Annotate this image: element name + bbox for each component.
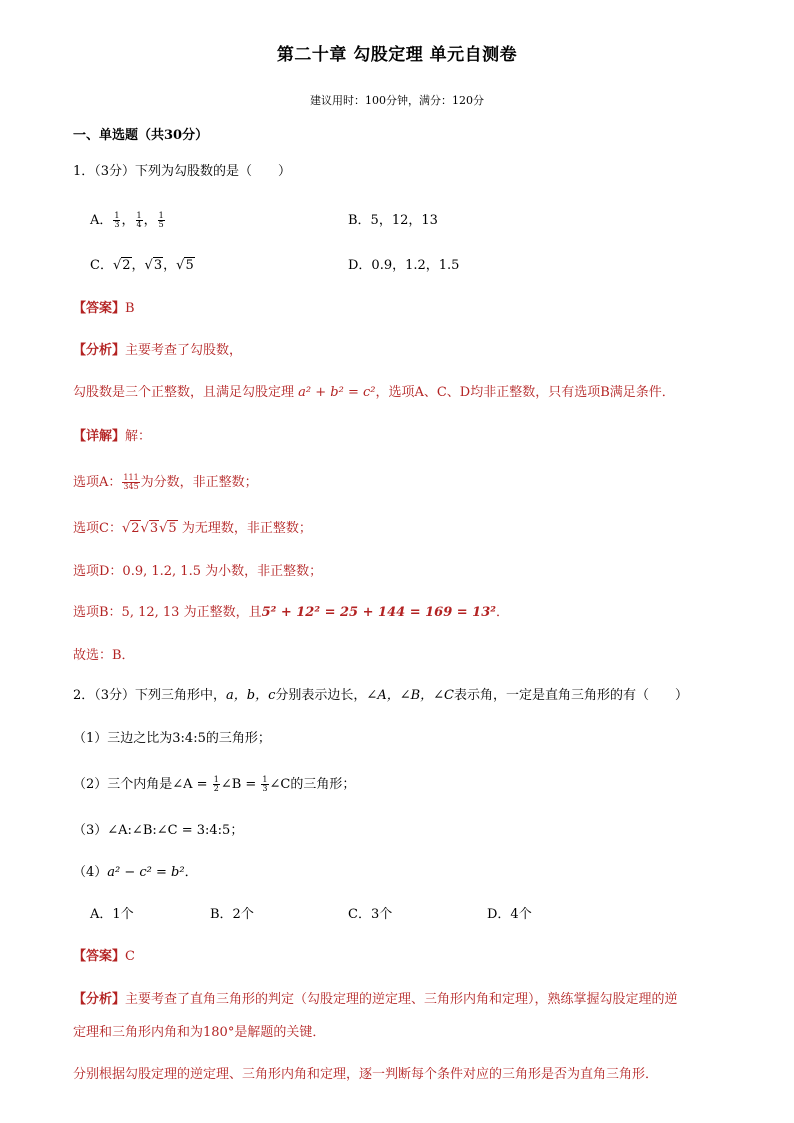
q1-answer-tag: 【答案】 bbox=[73, 301, 126, 316]
q1-item-c-sqrt5: √5 bbox=[159, 521, 177, 536]
q1-option-a-frac3: $\frac{1}{5}$ bbox=[158, 211, 164, 229]
q1-conclusion: 故选：B． bbox=[73, 648, 135, 663]
q1-option-a-frac2: $\frac{1}{4}$ bbox=[136, 211, 142, 229]
q2-option-c: C．3个 bbox=[348, 907, 393, 922]
q1-option-a: A． $\frac{1}{3}$ ， $\frac{1}{4}$ ， $\frac{1}{5}$ bbox=[90, 211, 164, 229]
q1-item-c-sqrt2: √2 bbox=[121, 521, 140, 536]
q1-option-c-label: C． bbox=[90, 258, 113, 273]
q1-option-a-label: A． bbox=[90, 213, 113, 228]
q1-detail bbox=[73, 428, 151, 446]
q2-answer-value: C bbox=[125, 949, 135, 964]
q2-condition-4-formula: a² − c² = b² bbox=[107, 865, 185, 880]
q2-analysis-line3: 分别根据勾股定理的逆定理、三角形内角和定理，逐一判断每个条件对应的三角形是否为直角三角形． bbox=[73, 1067, 659, 1082]
q1-option-b: B．5，12，13 bbox=[348, 213, 438, 228]
section-heading: 一、单选题（共30分） bbox=[73, 128, 209, 143]
q1-item-a-frac: $\frac{111}{345}$ bbox=[123, 473, 139, 491]
q1-answer-value: B bbox=[125, 301, 135, 316]
q2-analysis-tag: 【分析】 bbox=[73, 992, 126, 1007]
q2-answer bbox=[73, 948, 135, 966]
q1-option-c-sqrt3: √3 bbox=[144, 258, 163, 273]
q2-analysis-line2: 定理和三角形内角和为180°是解题的关键． bbox=[73, 1025, 326, 1040]
q2-stem-vars: a，b，c bbox=[226, 688, 276, 703]
q2-stem-angles: ∠A，∠B，∠C bbox=[366, 688, 454, 703]
q1-analysis-text: 主要考查了勾股数， bbox=[125, 343, 243, 358]
q2-condition-2: （2）三个内角是∠A = $\frac{1}{2}$ ∠B = $\frac{1}{3}$ ∠C的三角形； bbox=[73, 775, 356, 793]
q1-analysis bbox=[73, 342, 242, 360]
q1-detail-text: 解： bbox=[125, 429, 152, 444]
q1-answer bbox=[73, 300, 135, 318]
q2-option-a: A．1个 bbox=[90, 907, 134, 922]
q2-answer-tag: 【答案】 bbox=[73, 949, 126, 964]
q2-condition-2-frac2: $\frac{1}{3}$ bbox=[262, 775, 268, 793]
q1-option-d: D．0.9，1.2，1.5 bbox=[348, 258, 460, 273]
q1-option-c-sqrt2: √2 bbox=[112, 258, 131, 273]
q1-option-a-frac1: $\frac{1}{3}$ bbox=[114, 211, 120, 229]
q1-item-b-formula: 5² + 12² = 25 + 144 = 169 = 13² bbox=[261, 605, 496, 620]
q1-analysis-tag: 【分析】 bbox=[73, 343, 126, 358]
page-subtitle: 建议用时：100分钟，满分：120分 bbox=[310, 94, 484, 107]
q1-option-c: C．√2，√3，√5 bbox=[90, 258, 194, 273]
q1-stem: 1．（3分）下列为勾股数的是（ ） bbox=[73, 164, 292, 179]
q1-item-c-sqrt3: √3 bbox=[140, 521, 159, 536]
q2-option-d: D．4个 bbox=[487, 907, 532, 922]
q2-option-b: B．2个 bbox=[210, 907, 254, 922]
q1-pythagorean-formula: a² + b² = c² bbox=[298, 385, 376, 400]
q2-condition-2-frac1: $\frac{1}{2}$ bbox=[213, 775, 219, 793]
q2-condition-4: （4）a² − c² = b²． bbox=[73, 865, 198, 880]
q1-item-b: 选项B：5, 12, 13 为正整数，且5² + 12² = 25 + 144 = 169 = 13²． bbox=[73, 605, 509, 620]
q2-analysis-line1: 主要考查了直角三角形的判定（勾股定理的逆定理、三角形内角和定理），熟练掌握勾股定理的逆 bbox=[125, 992, 678, 1007]
q2-condition-1: （1）三边之比为3:4:5的三角形； bbox=[73, 731, 271, 746]
q1-item-a: 选项A： $\frac{111}{345}$ 为分数，非正整数； bbox=[73, 473, 258, 491]
page-title: 第二十章 勾股定理 单元自测卷 bbox=[276, 45, 518, 65]
q1-detail-tag: 【详解】 bbox=[73, 429, 126, 444]
q1-analysis-line2: 勾股数是三个正整数，且满足勾股定理 a² + b² = c²，选项A、C、D均非正整数，只有选项B满足条件． bbox=[73, 385, 675, 400]
q2-analysis bbox=[73, 991, 678, 1009]
q1-item-c: 选项C：√2√3√5 为无理数，非正整数； bbox=[73, 521, 312, 536]
q2-stem: 2．（3分）下列三角形中，a，b，c分别表示边长，∠A，∠B，∠C表示角，一定是直角三角形的有（ ） bbox=[73, 688, 689, 703]
q1-item-d: 选项D：0.9, 1.2, 1.5 为小数，非正整数； bbox=[73, 564, 323, 579]
q2-condition-3: （3）∠A:∠B:∠C = 3:4:5； bbox=[73, 823, 244, 838]
q1-option-c-sqrt5: √5 bbox=[176, 258, 194, 273]
